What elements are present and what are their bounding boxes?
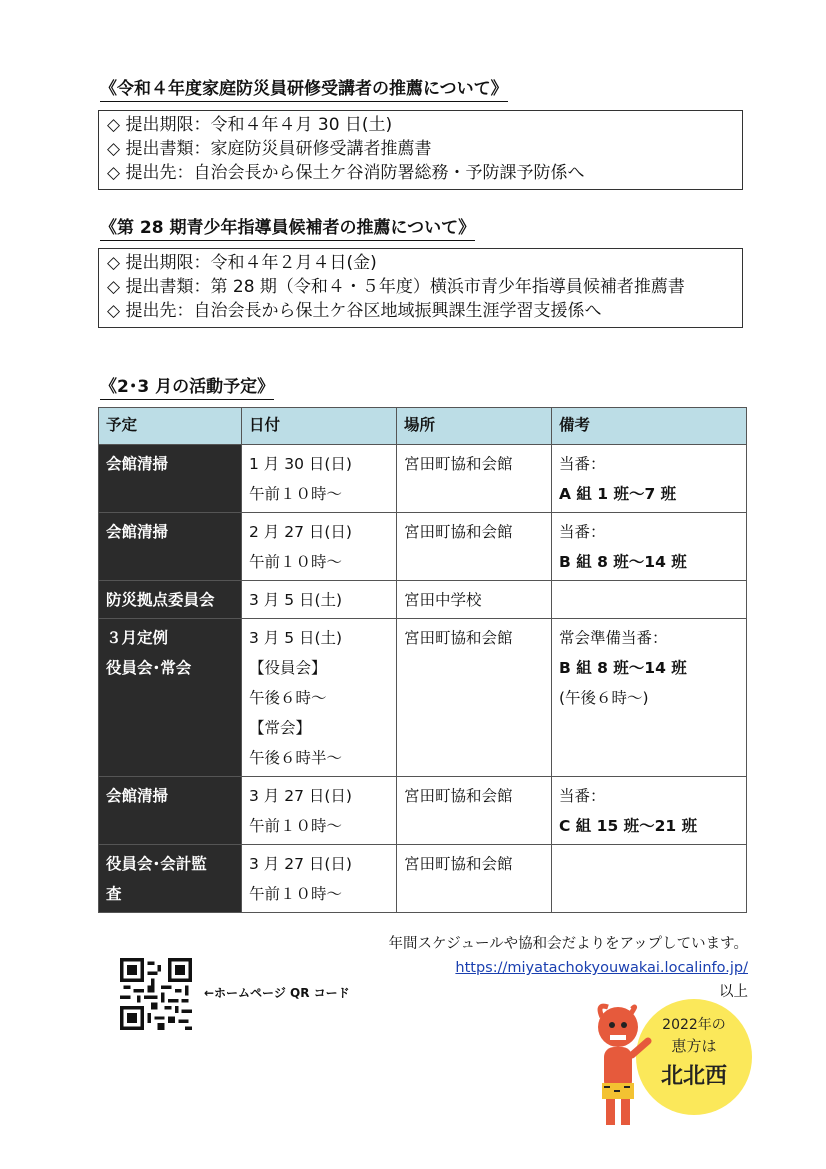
- header-place: 場所: [397, 408, 552, 445]
- cell-date: [242, 445, 397, 513]
- cell-cat: [99, 619, 242, 777]
- cell-cat-line: 会館清掃: [106, 787, 169, 805]
- footer-note: [389, 932, 748, 1004]
- cell-note: [552, 619, 747, 777]
- cell-note-line: B 組 8 班～14 班: [559, 553, 687, 571]
- cell-date-line: 3 月 5 日(土): [249, 629, 343, 647]
- section1-documents: ◇ 提出書類：家庭防災員研修受講者推薦書: [107, 139, 432, 159]
- cell-place-line: 宮田町協和会館: [404, 455, 513, 473]
- cell-date-line: 3 月 27 日(日): [249, 855, 352, 873]
- cell-date-line: 午前１０時～: [249, 885, 343, 903]
- cell-date: [242, 845, 397, 913]
- badge-direction-value: 北北西: [660, 1064, 728, 1089]
- header-note: 備考: [552, 408, 747, 445]
- cell-date-line: 2 月 27 日(日): [249, 523, 352, 541]
- badge-direction-label: 恵方は: [671, 1037, 717, 1055]
- cell-date-line: 1 月 30 日(日): [249, 455, 352, 473]
- cell-note: [552, 777, 747, 845]
- cell-note-line: 当番：: [559, 523, 606, 541]
- cell-place: [397, 513, 552, 581]
- section2-deadline: ◇ 提出期限：令和４年２月４日(金): [107, 253, 377, 273]
- cell-date-line: 午前１０時～: [249, 817, 343, 835]
- section2-title: 《第 28 期青少年指導員候補者の推薦について》: [100, 217, 475, 241]
- section1-deadline: ◇ 提出期限：令和４年４月 30 日(土): [107, 115, 393, 135]
- cell-cat-line: 防災拠点委員会: [106, 591, 215, 609]
- cell-note-line: A 組 1 班～7 班: [559, 485, 677, 503]
- cell-cat-line: 役員会･常会: [106, 659, 192, 677]
- cell-note-line: 当番：: [559, 455, 606, 473]
- cell-note-line: B 組 8 班～14 班: [559, 659, 687, 677]
- schedule-row: [99, 619, 747, 777]
- cell-cat-line: 役員会･会計監: [106, 855, 207, 873]
- cell-note: [552, 581, 747, 619]
- schedule-row: [99, 445, 747, 513]
- cell-date: [242, 777, 397, 845]
- cell-cat: [99, 777, 242, 845]
- schedule-row: [99, 513, 747, 581]
- cell-place-line: 宮田町協和会館: [404, 787, 513, 805]
- cell-place: [397, 845, 552, 913]
- cell-place: [397, 445, 552, 513]
- cell-cat: [99, 445, 242, 513]
- section2-box: [98, 248, 743, 328]
- section3-title: 《2･3 月の活動予定》: [100, 376, 274, 400]
- cell-note: [552, 513, 747, 581]
- cell-place: [397, 619, 552, 777]
- cell-note: [552, 845, 747, 913]
- qr-code-label: ←ホームページ QR コード: [204, 986, 350, 1000]
- cell-cat: [99, 513, 242, 581]
- cell-cat: [99, 581, 242, 619]
- header-plan: 予定: [99, 408, 242, 445]
- qr-code: [120, 958, 192, 1030]
- oni-setsubun-illustration: [586, 995, 756, 1145]
- cell-date-line: 3 月 27 日(日): [249, 787, 352, 805]
- schedule-row: [99, 581, 747, 619]
- cell-cat-line: 会館清掃: [106, 523, 169, 541]
- cell-note: [552, 445, 747, 513]
- cell-place-line: 宮田中学校: [404, 591, 482, 609]
- cell-cat: [99, 845, 242, 913]
- cell-place-line: 宮田町協和会館: [404, 855, 513, 873]
- cell-cat-line: 査: [106, 885, 122, 903]
- section1-box: [98, 110, 743, 190]
- cell-date-line: 午後６時～: [249, 689, 327, 707]
- cell-place-line: 宮田町協和会館: [404, 523, 513, 541]
- cell-note-line: C 組 15 班～21 班: [559, 817, 698, 835]
- cell-place-line: 宮田町協和会館: [404, 629, 513, 647]
- section2-destination: ◇ 提出先：自治会長から保土ケ谷区地域振興課生涯学習支援係へ: [107, 301, 602, 321]
- cell-cat-line: 会館清掃: [106, 455, 169, 473]
- cell-note-line: (午後６時～): [559, 689, 649, 707]
- cell-date-line: 【常会】: [249, 719, 312, 737]
- cell-place: [397, 777, 552, 845]
- section1-title: 《令和４年度家庭防災員研修受講者の推薦について》: [100, 78, 508, 102]
- cell-cat-line: ３月定例: [106, 629, 169, 647]
- cell-date-line: 午前１０時～: [249, 485, 343, 503]
- schedule-row: [99, 845, 747, 913]
- homepage-link[interactable]: https://miyatachokyouwakai.localinfo.jp/: [455, 960, 748, 976]
- schedule-table: [98, 407, 747, 913]
- schedule-row: [99, 777, 747, 845]
- schedule-header-row: [99, 408, 747, 445]
- cell-date-line: 3 月 5 日(土): [249, 591, 343, 609]
- footer-message: 年間スケジュールや協和会だよりをアップしています。: [388, 936, 748, 952]
- cell-date-line: 午前１０時～: [249, 553, 343, 571]
- section1-destination: ◇ 提出先：自治会長から保土ケ谷消防署総務・予防課予防係へ: [107, 163, 585, 183]
- cell-date: [242, 513, 397, 581]
- cell-date-line: 【役員会】: [249, 659, 327, 677]
- cell-place: [397, 581, 552, 619]
- badge-year-text: 2022年の: [662, 1017, 726, 1033]
- section2-documents: ◇ 提出書類：第 28 期（令和４・５年度）横浜市青少年指導員候補者推薦書: [107, 277, 685, 297]
- closing-text: 以上: [719, 984, 748, 1000]
- cell-note-line: 常会準備当番：: [559, 629, 668, 647]
- cell-date: [242, 619, 397, 777]
- cell-note-line: 当番：: [559, 787, 606, 805]
- cell-date-line: 午後６時半～: [249, 749, 343, 767]
- header-date: 日付: [242, 408, 397, 445]
- schedule-body: [99, 445, 747, 913]
- cell-date: [242, 581, 397, 619]
